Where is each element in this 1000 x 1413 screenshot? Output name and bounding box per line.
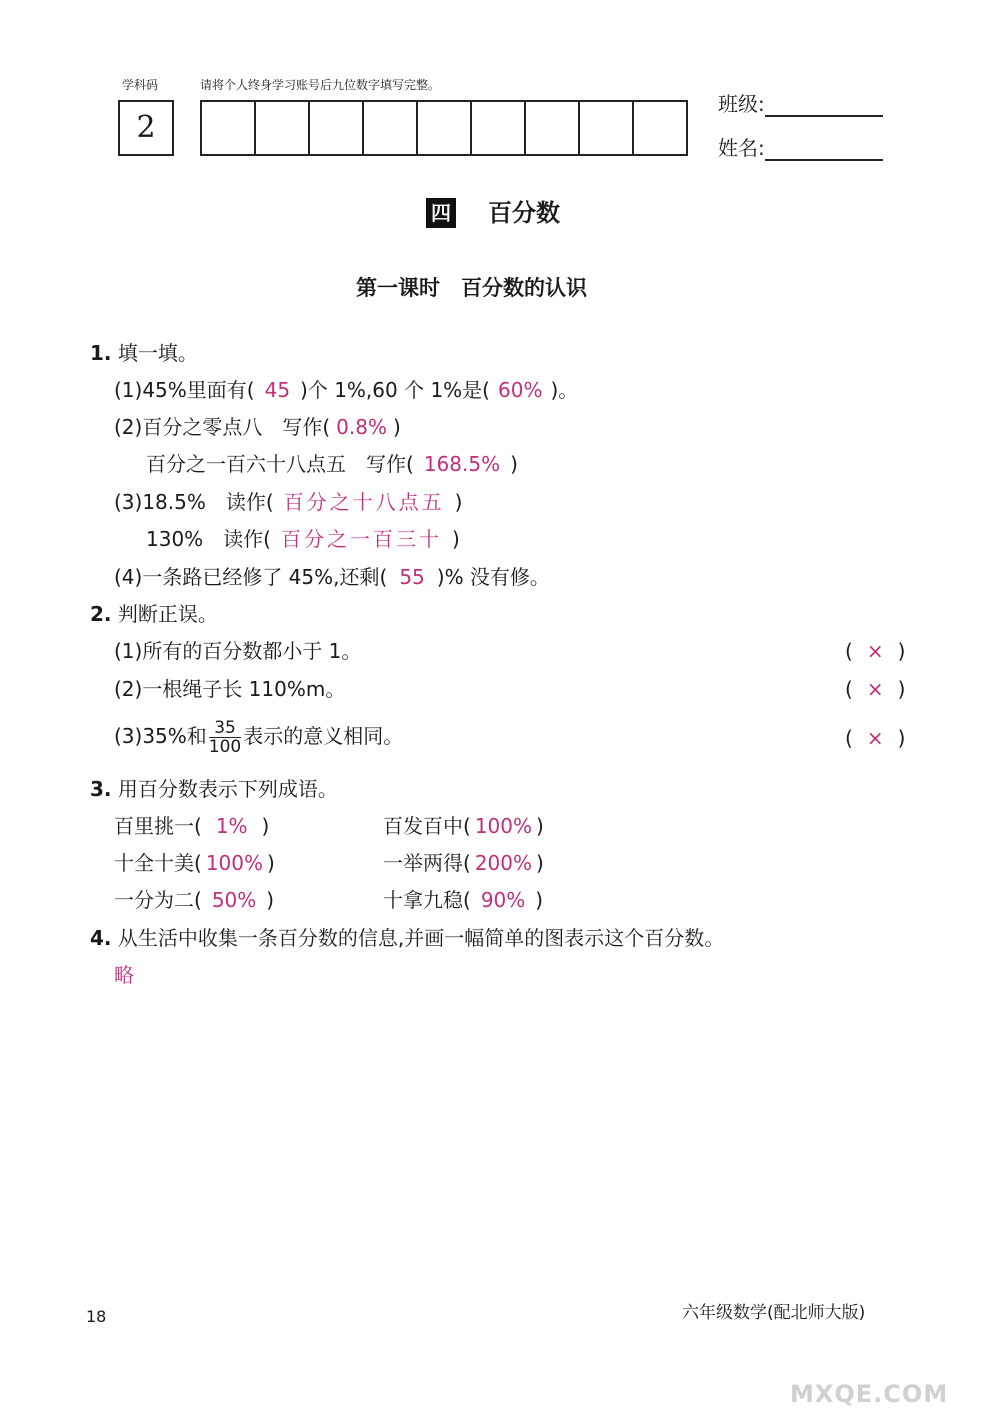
digit-cell[interactable] <box>418 102 472 154</box>
answer: 百分之十八点五 <box>283 490 445 514</box>
q1-part2b: 百分之一百六十八点五 写作( 168.5% ) <box>146 452 518 476</box>
name-field <box>718 132 883 161</box>
q4-answer: 略 <box>114 963 134 987</box>
class-field <box>718 88 883 117</box>
q1-part2: (2)百分之零点八 写作( 0.8% ) <box>114 415 401 439</box>
digit-cell[interactable] <box>364 102 418 154</box>
answer: 60% <box>498 378 543 402</box>
chapter-title: 百分数 <box>488 199 560 227</box>
q1-part4: (4)一条路已经修了 45%,还剩( 55 )% 没有修。 <box>114 565 550 589</box>
digit-cell[interactable] <box>472 102 526 154</box>
digit-cell[interactable] <box>256 102 310 154</box>
account-instruction: 请将个人终身学习账号后九位数字填写完整。 <box>200 78 441 92</box>
class-blank[interactable] <box>765 93 883 117</box>
digit-cell[interactable] <box>580 102 634 154</box>
answer: 0.8% <box>336 415 387 439</box>
q2-answer3: ( × ) <box>845 726 906 750</box>
digit-cell[interactable] <box>634 102 686 154</box>
q2-answer1: ( × ) <box>845 639 906 663</box>
q2-item1: (1)所有的百分数都小于 1。 <box>114 639 362 663</box>
answer: 百分之一百三十 <box>280 527 442 551</box>
book-title: 六年级数学(配北师大版) <box>682 1303 866 1323</box>
name-label: 姓名: <box>718 136 765 160</box>
class-label: 班级: <box>718 92 765 116</box>
subject-code-label: 学科码 <box>122 78 159 92</box>
lesson-title: 第一课时 百分数的认识 <box>356 276 587 300</box>
answer: 55 <box>399 565 425 589</box>
account-number-grid[interactable] <box>200 100 688 156</box>
q3-idiom: 十全十美( 100% ) <box>114 851 275 875</box>
q3-idiom: 十拿九稳( 90% ) <box>383 888 544 912</box>
answer: 168.5% <box>423 452 501 476</box>
page-number: 18 <box>86 1307 107 1326</box>
q1-part1: (1)45%里面有( 45 )个 1%,60 个 1%是( 60% )。 <box>114 378 579 402</box>
q2-item3: (3)35%和 $\frac{35}{100}$ 表示的意义相同。 <box>114 718 404 757</box>
chapter-number-badge: 四 <box>426 198 456 228</box>
digit-cell[interactable] <box>202 102 256 154</box>
digit-cell[interactable] <box>310 102 364 154</box>
q1-heading: 1. 填一填。 <box>90 341 198 365</box>
name-blank[interactable] <box>765 137 883 161</box>
q2-item2: (2)一根绳子长 110%m。 <box>114 677 346 701</box>
q3-idiom: 一分为二( 50% ) <box>114 888 275 912</box>
answer: 45 <box>264 378 291 402</box>
subject-code-value: 2 <box>136 110 156 145</box>
subject-code-box <box>118 100 174 156</box>
q1-part3b: 130% 读作( 百分之一百三十 ) <box>146 527 460 551</box>
q2-heading: 2. 判断正误。 <box>90 602 218 626</box>
q3-idiom: 一举两得( 200% ) <box>383 851 544 875</box>
q1-part3: (3)18.5% 读作( 百分之十八点五 ) <box>114 490 463 514</box>
q3-heading: 3. 用百分数表示下列成语。 <box>90 777 338 801</box>
q4-heading: 4. 从生活中收集一条百分数的信息,并画一幅简单的图表示这个百分数。 <box>90 926 725 950</box>
watermark: MXQE.COM <box>790 1380 949 1408</box>
fraction: $\frac{35}{100}$ <box>208 718 242 757</box>
digit-cell[interactable] <box>526 102 580 154</box>
q3-idiom: 百里挑一( 1% ) <box>114 814 270 838</box>
q3-idiom: 百发百中( 100% ) <box>383 814 544 838</box>
q2-answer2: ( × ) <box>845 677 906 701</box>
